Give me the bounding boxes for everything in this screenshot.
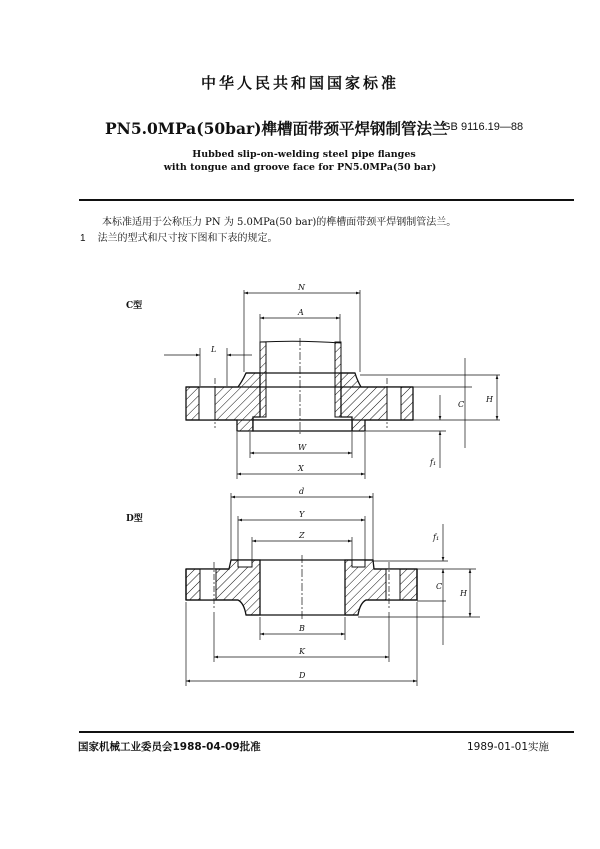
figure-c-type (126, 283, 500, 479)
footer-divider (79, 731, 574, 733)
dim-Z: Z (299, 531, 305, 540)
dim-H: H (486, 395, 493, 404)
dim-L: L (211, 345, 217, 354)
effective-date: 1989-01-01实施 (467, 741, 550, 753)
dim-A: A (298, 308, 304, 317)
scope-paragraph: 本标准适用于公称压力 PN 为 5.0MPa(50 bar)的榫槽面带颈平焊钢制管法兰。 (102, 217, 457, 228)
dim-D: D (299, 671, 306, 680)
dim-B: B (299, 624, 305, 633)
document-title: PN5.0MPa(50bar)榫槽面带颈平焊钢制管法兰 (105, 119, 448, 138)
dim-X: X (298, 464, 304, 473)
dim-d: d (299, 487, 305, 496)
dim-C-d: C (436, 582, 443, 591)
figure-d-label: D型 (126, 514, 143, 524)
clause-text: 法兰的型式和尺寸按下图和下表的规定。 (97, 233, 278, 244)
dim-W: W (298, 443, 307, 452)
dim-H-d: H (460, 589, 467, 598)
standard-code: GB 9116.19—88 (442, 121, 524, 133)
dim-C: C (458, 400, 465, 409)
dim-N: N (298, 283, 305, 292)
approval-info: 国家机械工业委员会1988-04-09批准 (78, 741, 261, 753)
issuing-organization: 中华人民共和国国家标准 (200, 74, 399, 92)
dim-f1-d: f₁ (433, 533, 440, 542)
english-title-line2: with tongue and groove face for PN5.0MPa(50 bar) (163, 162, 437, 173)
clause-number: 1 (80, 233, 86, 244)
dim-f1: f₁ (430, 458, 437, 467)
figure-c-label: C型 (126, 301, 143, 311)
dim-K: K (299, 647, 305, 656)
dim-Y: Y (299, 510, 305, 519)
figure-d-type (126, 487, 480, 686)
english-title-line1: Hubbed slip-on-welding steel pipe flanges (192, 149, 416, 160)
